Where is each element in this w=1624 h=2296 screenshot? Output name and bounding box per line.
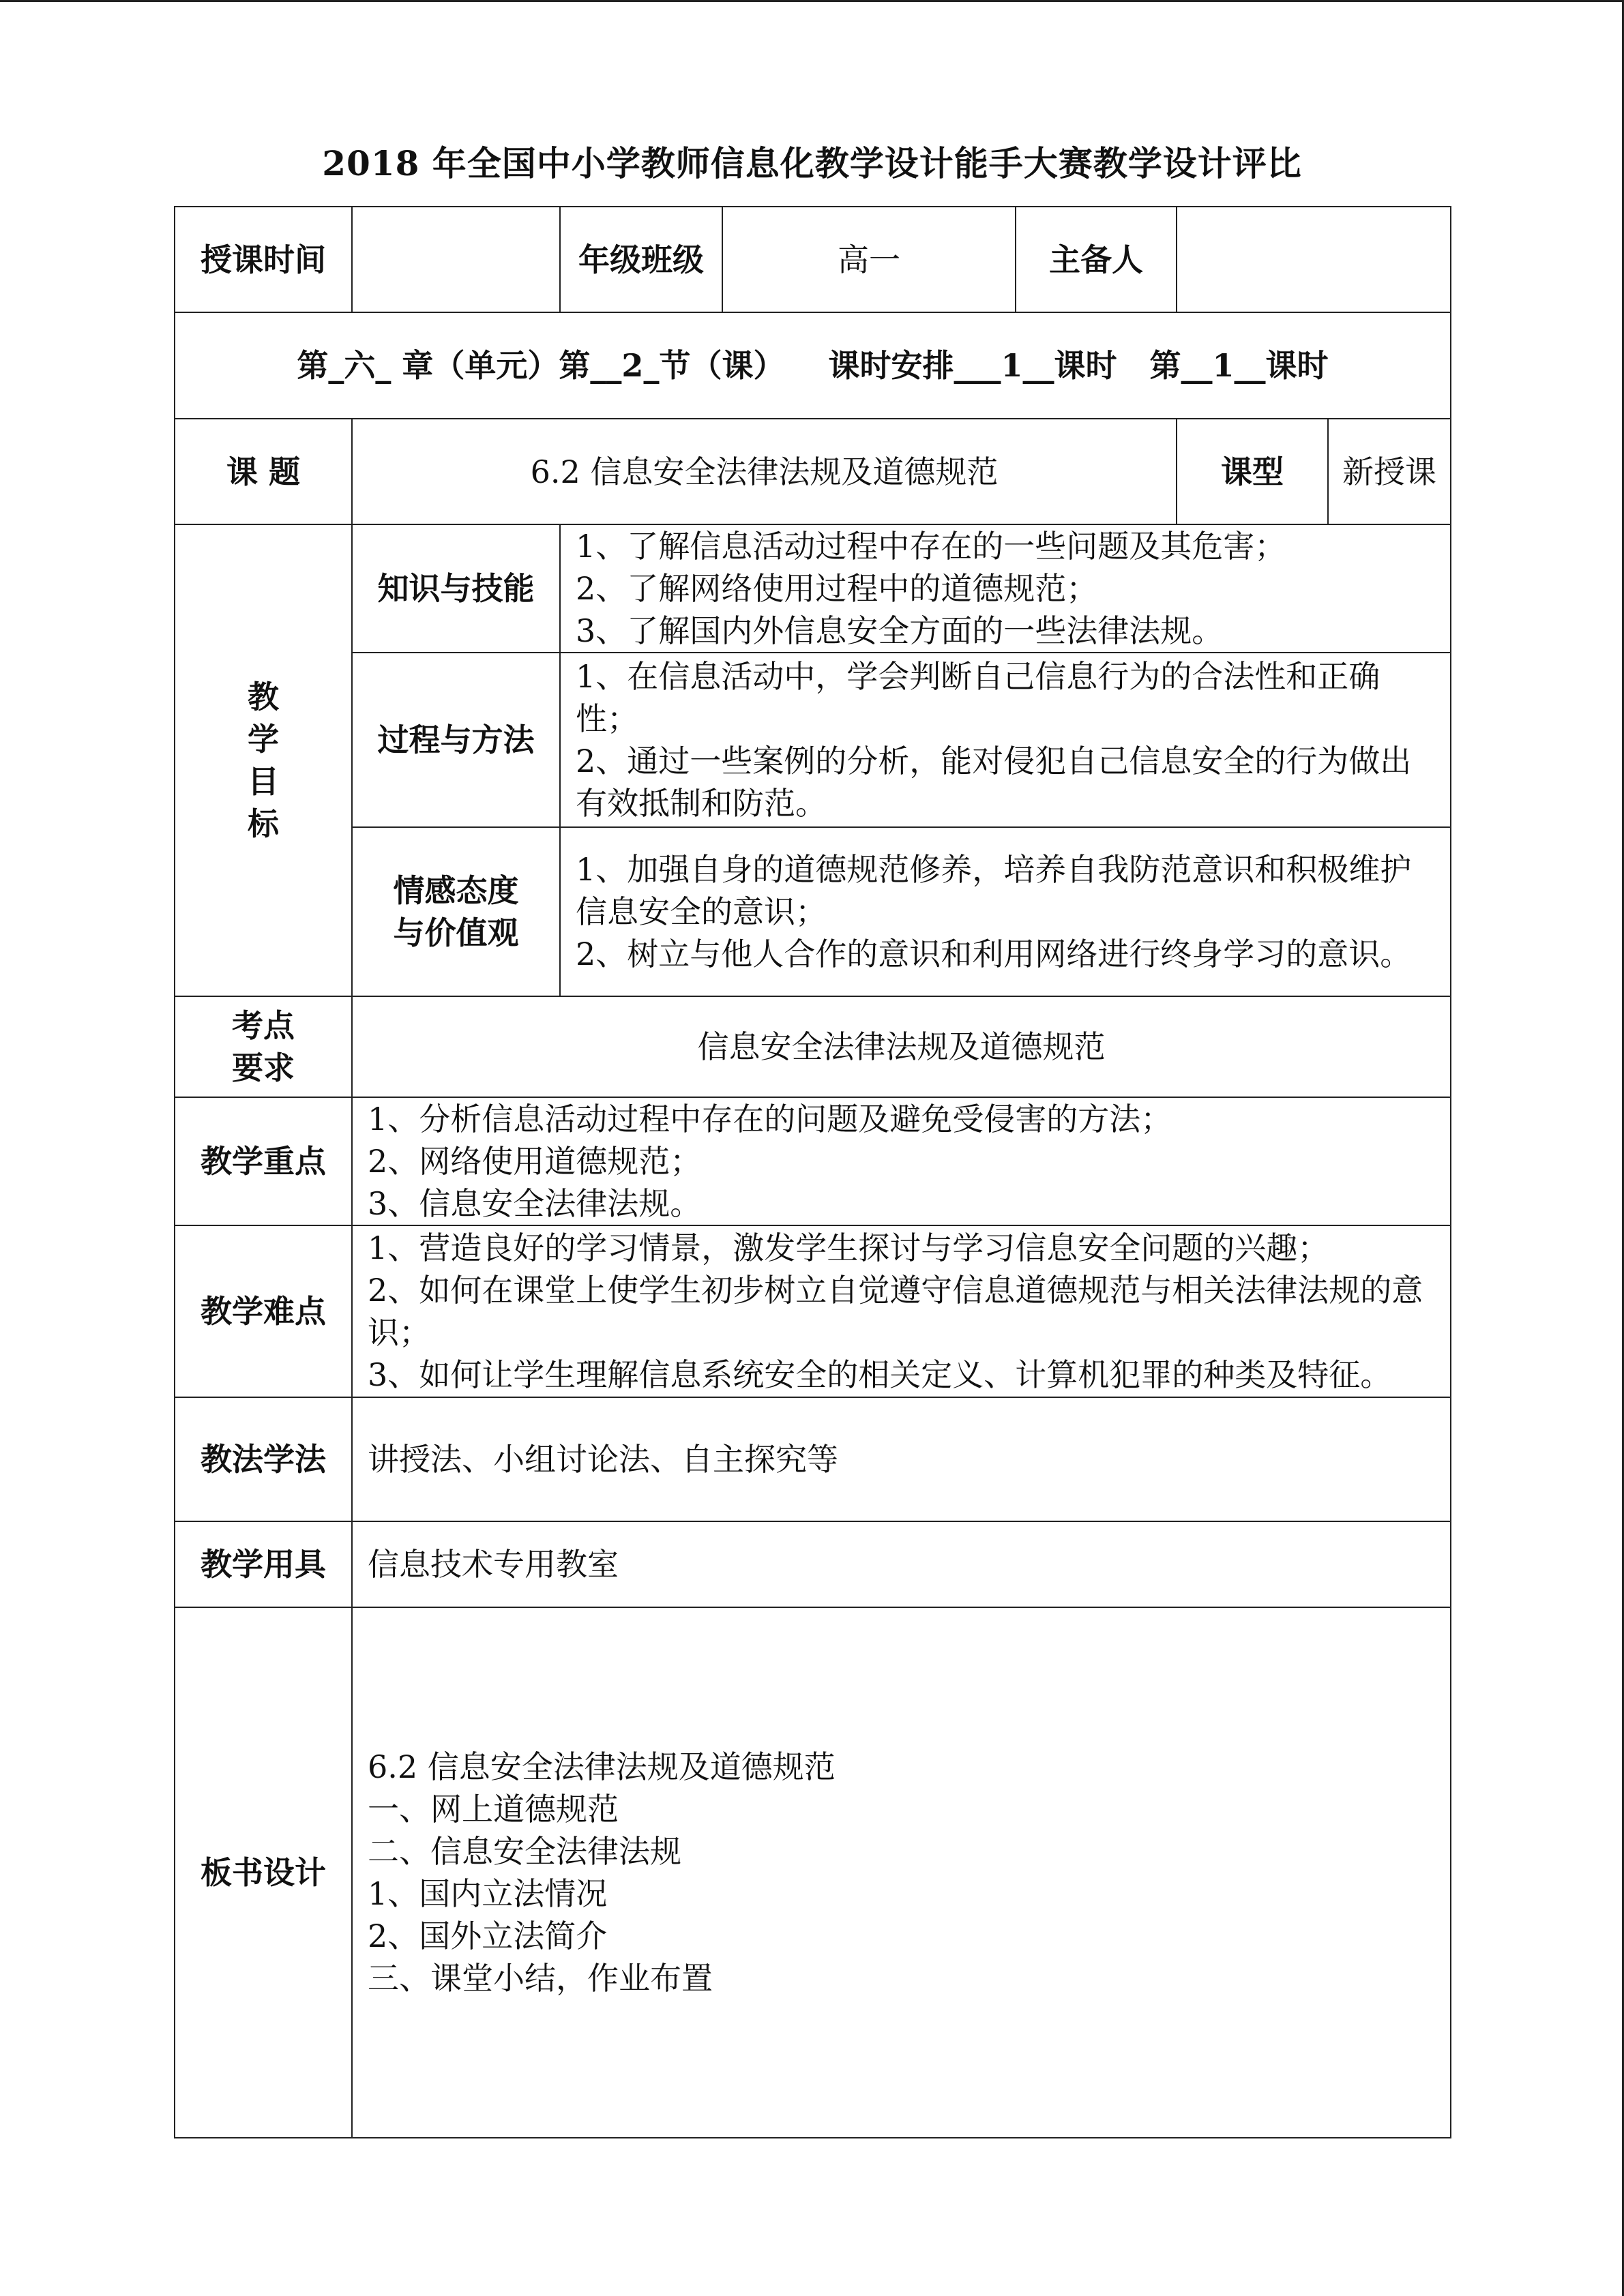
label-topic: 课 题: [175, 419, 352, 524]
document-title: 2018 年全国中小学教师信息化教学设计能手大赛教学设计评比: [322, 143, 1302, 183]
label-methods: 教法学法: [175, 1397, 352, 1521]
content-attitude-values: 1、加强自身的道德规范修养，培养自我防范意识和积极维护信息安全的意识； 2、树立与他人合作的意识和利用网络进行终身学习的意识。: [560, 827, 1451, 996]
label-attitude-values: 情感态度 与价值观: [352, 827, 560, 996]
content-difficulties: 1、营造良好的学习情景，激发学生探讨与学习信息安全问题的兴趣； 2、如何在课堂上使学生初步树立自觉遵守信息道德规范与相关法律法规的意识； 3、如何让学生理解信息系统安全的相关定义、计算机犯罪的种类及特征。: [352, 1225, 1451, 1397]
row-methods: [175, 1397, 1451, 1521]
value-lead-teacher: [1177, 207, 1451, 312]
label-key-points: 教学重点: [175, 1097, 352, 1225]
label-objectives: [175, 524, 352, 996]
page-top-border: [0, 0, 1624, 2]
label-process-method: 过程与方法: [352, 653, 560, 827]
label-knowledge-skills: 知识与技能: [352, 524, 560, 653]
row-key-points: [175, 1097, 1451, 1225]
value-methods: 讲授法、小组讨论法、自主探究等: [352, 1397, 1451, 1521]
row-basic-info: [175, 207, 1451, 312]
value-topic: 6.2 信息安全法律法规及道德规范: [352, 419, 1177, 524]
value-class-time: [352, 207, 560, 312]
value-grade-class: 高一: [722, 207, 1016, 312]
label-exam-requirements: 考点 要求: [175, 996, 352, 1097]
value-lesson-type: 新授课: [1328, 419, 1451, 524]
row-objective-knowledge: [175, 524, 1451, 653]
row-difficulties: [175, 1225, 1451, 1397]
row-exam-requirements: [175, 996, 1451, 1097]
value-exam-requirements: 信息安全法律法规及道德规范: [352, 996, 1451, 1097]
content-knowledge-skills: 1、了解信息活动过程中存在的一些问题及其危害； 2、了解网络使用过程中的道德规范； 3、了解国内外信息安全方面的一些法律法规。: [560, 524, 1451, 653]
row-objective-attitude: [175, 827, 1451, 996]
chapter-schedule: 第_六_ 章（单元）第__2_节（课） 课时安排___1__课时 第__1__课时: [175, 312, 1451, 419]
label-lesson-type: 课型: [1177, 419, 1328, 524]
content-key-points: 1、分析信息活动过程中存在的问题及避免受侵害的方法； 2、网络使用道德规范； 3、信息安全法律法规。: [352, 1097, 1451, 1225]
label-difficulties: 教学难点: [175, 1225, 352, 1397]
objectives-label-chars: 教 学 目 标: [248, 679, 279, 842]
content-process-method: 1、在信息活动中，学会判断自己信息行为的合法性和正确性； 2、通过一些案例的分析，能对侵犯自己信息安全的行为做出有效抵制和防范。: [560, 653, 1451, 827]
row-objective-process: [175, 653, 1451, 827]
value-tools: 信息技术专用教室: [352, 1521, 1451, 1607]
label-board-design: 板书设计: [175, 1607, 352, 2138]
lesson-plan-table: [174, 206, 1451, 2138]
label-class-time: 授课时间: [175, 207, 352, 312]
row-chapter: [175, 312, 1451, 419]
label-grade-class: 年级班级: [560, 207, 722, 312]
label-lead-teacher: 主备人: [1016, 207, 1177, 312]
row-board-design: [175, 1607, 1451, 2138]
content-board-design: 6.2 信息安全法律法规及道德规范 一、网上道德规范 二、信息安全法律法规 1、国内立法情况 2、国外立法简介 三、课堂小结，作业布置: [352, 1607, 1451, 2138]
row-topic: [175, 419, 1451, 524]
row-tools: [175, 1521, 1451, 1607]
label-tools: 教学用具: [175, 1521, 352, 1607]
